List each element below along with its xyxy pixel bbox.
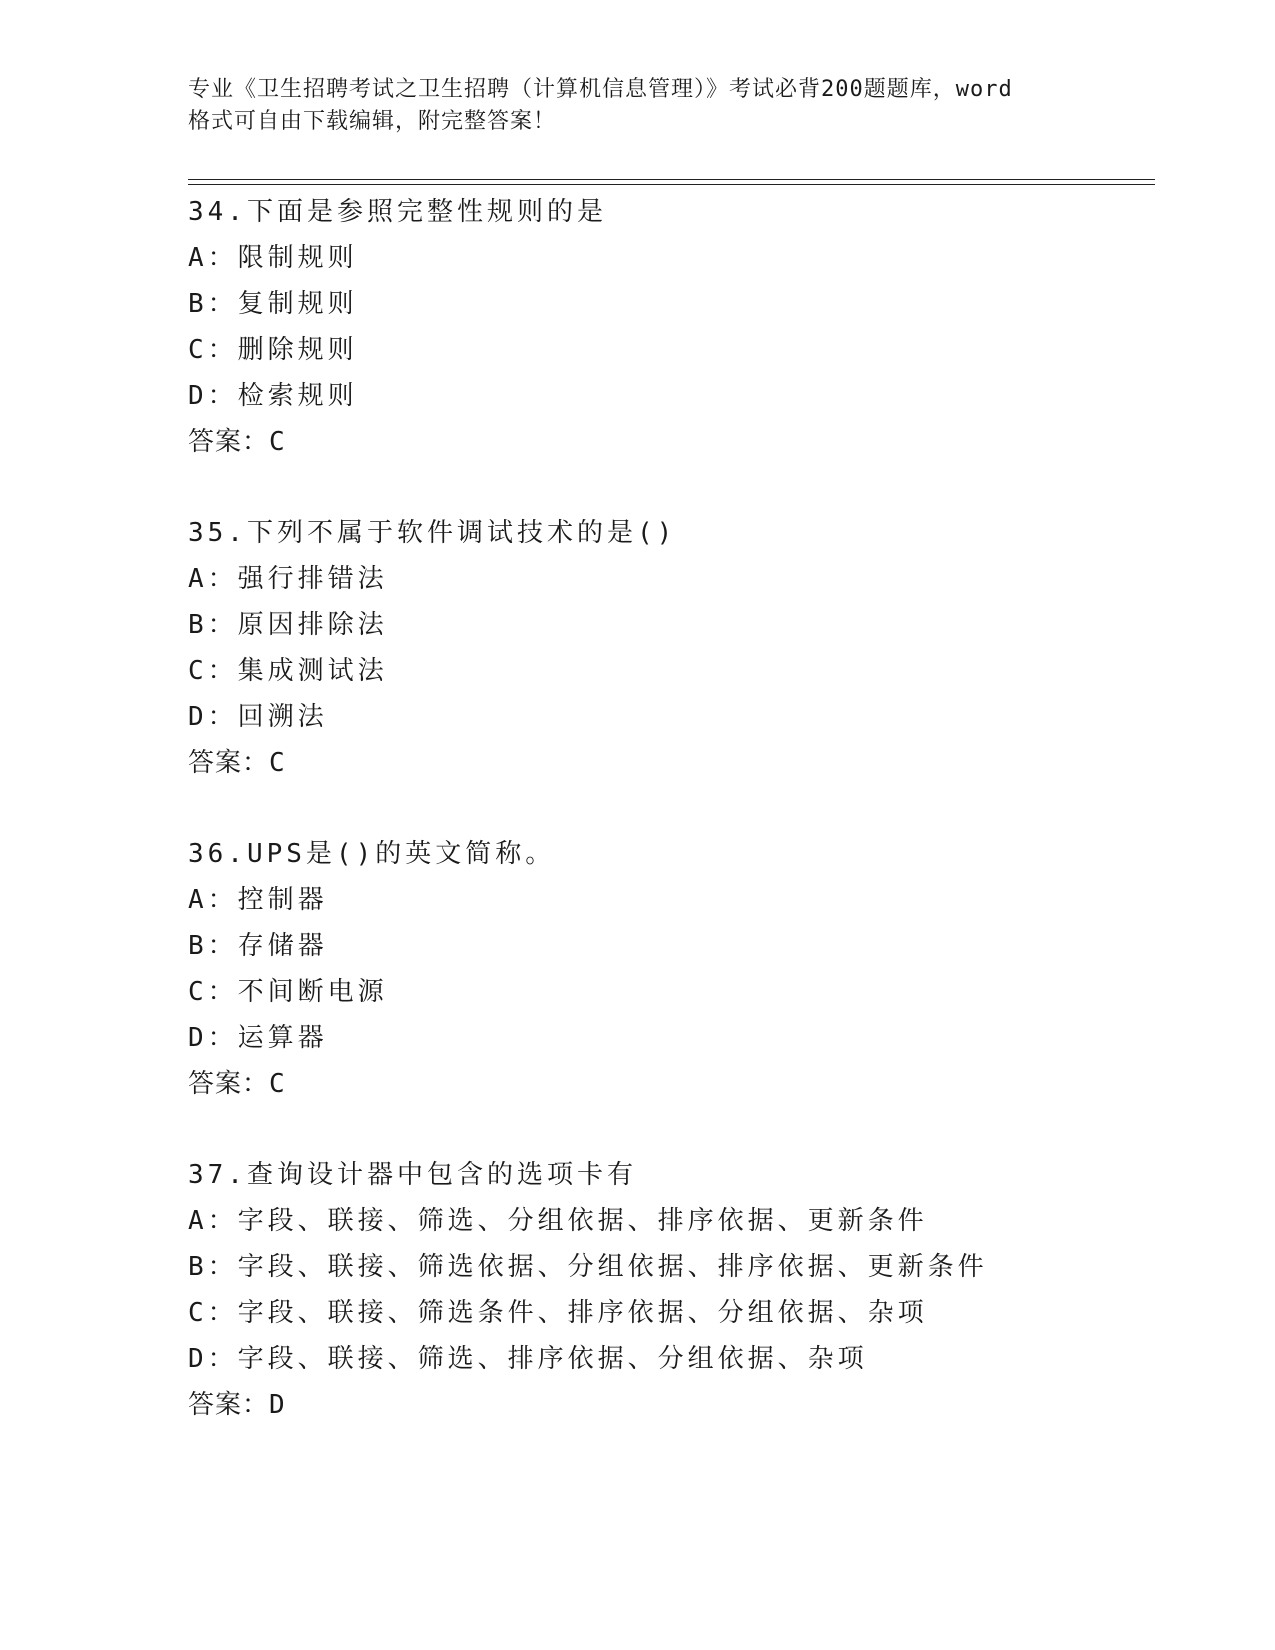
option-a: A：强行排错法 (188, 564, 388, 594)
option-c: C：字段、联接、筛选条件、排序依据、分组依据、杂项 (188, 1298, 928, 1328)
option-a: A：控制器 (188, 885, 328, 915)
option-b: B：原因排除法 (188, 610, 388, 640)
answer: 答案：C (188, 427, 286, 457)
question-title: 36.UPS是()的英文简称。 (188, 839, 556, 869)
option-d: D：回溯法 (188, 702, 328, 732)
question-title: 37.查询设计器中包含的选项卡有 (188, 1160, 637, 1190)
option-d: D：字段、联接、筛选、排序依据、分组依据、杂项 (188, 1344, 868, 1374)
option-c: C：删除规则 (188, 335, 358, 365)
option-b: B：存储器 (188, 931, 328, 961)
option-d: D：检索规则 (188, 381, 358, 411)
answer: 答案：C (188, 1069, 286, 1099)
question-35 (188, 510, 1148, 786)
question-34 (188, 189, 1148, 465)
option-b: B：字段、联接、筛选依据、分组依据、排序依据、更新条件 (188, 1252, 988, 1282)
header-line-2: 格式可自由下载编辑，附完整答案！ (188, 109, 557, 134)
option-c: C：集成测试法 (188, 656, 388, 686)
option-b: B：复制规则 (188, 289, 358, 319)
answer: 答案：D (188, 1390, 286, 1420)
answer: 答案：C (188, 748, 286, 778)
option-a: A：字段、联接、筛选、分组依据、排序依据、更新条件 (188, 1206, 928, 1236)
question-title: 35.下列不属于软件调试技术的是() (188, 518, 677, 548)
option-c: C：不间断电源 (188, 977, 388, 1007)
question-37 (188, 1152, 1148, 1428)
question-36 (188, 831, 1148, 1107)
header-line-1: 专业《卫生招聘考试之卫生招聘（计算机信息管理）》考试必背200题题库，word (188, 77, 1013, 102)
header-divider-bottom (188, 184, 1155, 185)
option-a: A：限制规则 (188, 243, 358, 273)
option-d: D：运算器 (188, 1023, 328, 1053)
question-title: 34.下面是参照完整性规则的是 (188, 197, 607, 227)
header-divider-top (188, 179, 1155, 180)
document-header (188, 74, 1088, 138)
